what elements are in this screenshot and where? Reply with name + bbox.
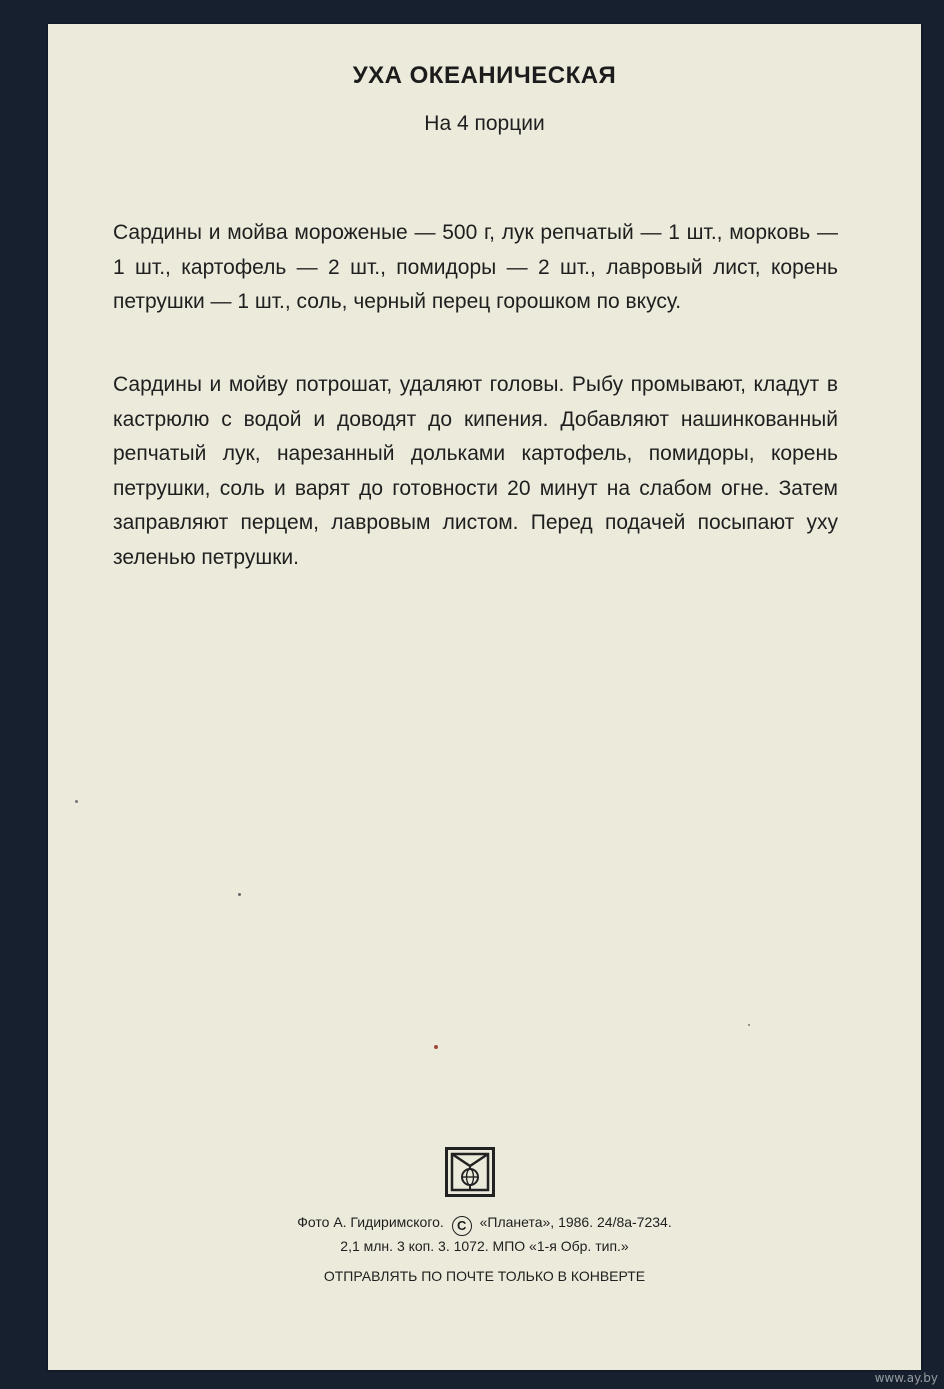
paper-speck (238, 893, 241, 896)
publisher-logo-icon (445, 1147, 495, 1197)
watermark-text: www.ay.by (874, 1371, 938, 1385)
paper-speck (434, 1045, 438, 1049)
imprint-line-1 (48, 1214, 921, 1236)
publisher-info: «Планета», 1986. 24/8а-7234. (479, 1214, 672, 1230)
recipe-card (48, 24, 921, 1370)
portions-label: На 4 порции (424, 112, 545, 135)
photo-credit: Фото А. Гидиримского. (297, 1214, 444, 1230)
paper-speck (748, 1024, 750, 1026)
print-run-line: 2,1 млн. 3 коп. 3. 1072. МПО «1-я Обр. тип.» (340, 1238, 629, 1254)
method-paragraph: Сардины и мойву потрошат, удаляют головы. Рыбу промывают, кладут в кастрюлю с водой и доводят до кипения. Добавляют нашинкованный репчатый лук, нарезанный дольками картофель, помидоры, корень петрушки, соль и варят до готовности 20 минут на слабом огне. Затем заправляют перцем, лавровым листом. Перед подачей посыпают уху зеленью петрушки. (113, 373, 838, 569)
paper-speck (75, 800, 78, 803)
recipe-title: УХА ОКЕАНИЧЕСКАЯ (352, 62, 617, 89)
copyright-icon: С (452, 1216, 472, 1236)
mail-notice: ОТПРАВЛЯТЬ ПО ПОЧТЕ ТОЛЬКО В КОНВЕРТЕ (323, 1268, 646, 1284)
ingredients-paragraph: Сардины и мойва мороженые — 500 г, лук репчатый — 1 шт., морковь — 1 шт., картофель — 2 шт., помидоры — 2 шт., лавровый лист, корень петрушки — 1 шт., соль, черный перец горошком по вкусу. (113, 221, 838, 313)
